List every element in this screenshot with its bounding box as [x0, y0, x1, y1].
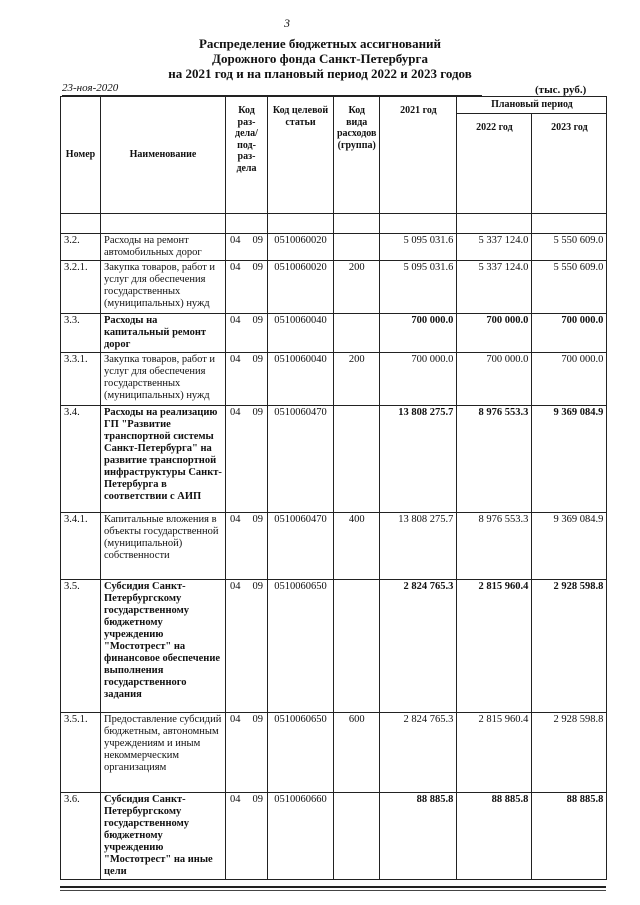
row-number: 3.3.	[61, 314, 101, 353]
row-number: 3.4.	[61, 406, 101, 513]
table-row	[61, 513, 607, 580]
row-subsection: 09	[252, 354, 263, 365]
row-amount-2023: 9 369 084.9	[532, 406, 607, 513]
row-number: 3.3.1.	[61, 353, 101, 406]
row-amount-2021: 88 885.8	[380, 793, 457, 880]
row-amount-2022: 5 337 124.0	[457, 261, 532, 314]
row-amount-2021: 2 824 765.3	[380, 580, 457, 713]
row-subsection: 09	[252, 407, 263, 418]
row-section-code	[226, 261, 268, 314]
table-row	[61, 406, 607, 513]
table-row	[61, 234, 607, 261]
budget-table	[60, 96, 607, 880]
row-expense-code: 200	[334, 353, 380, 406]
row-subsection: 09	[252, 262, 263, 273]
row-subsection: 09	[252, 235, 263, 246]
row-name: Расходы на ремонт автомобильных дорог	[101, 234, 226, 261]
row-name: Закупка товаров, работ и услуг для обеспечения государственных (муниципальных) нужд	[101, 261, 226, 314]
row-name: Закупка товаров, работ и услуг для обеспечения государственных (муниципальных) нужд	[101, 353, 226, 406]
row-amount-2022: 5 337 124.0	[457, 234, 532, 261]
row-number: 3.4.1.	[61, 513, 101, 580]
header-target-code: Код целевой статьи	[268, 97, 334, 214]
row-section: 04	[230, 514, 241, 525]
table-row	[61, 353, 607, 406]
row-subsection: 09	[252, 581, 263, 592]
row-section-code	[226, 580, 268, 713]
row-number: 3.6.	[61, 793, 101, 880]
row-amount-2023: 5 550 609.0	[532, 234, 607, 261]
row-name: Расходы на капитальный ремонт дорог	[101, 314, 226, 353]
row-name: Субсидия Санкт-Петербургскому государственному бюджетному учреждению "Мостотрест" на иные цели	[101, 793, 226, 880]
row-target-code: 0510060040	[268, 314, 334, 353]
page-number: 3	[284, 16, 290, 30]
row-amount-2023: 88 885.8	[532, 793, 607, 880]
row-expense-code	[334, 580, 380, 713]
row-section-code	[226, 713, 268, 793]
row-section-code	[226, 793, 268, 880]
row-subsection: 09	[252, 714, 263, 725]
row-name: Субсидия Санкт-Петербургскому государственному бюджетному учреждению "Мостотрест" на финансовое обеспечение выполнения государственного задания	[101, 580, 226, 713]
row-section: 04	[230, 262, 241, 273]
bottom-rule-thin	[60, 890, 606, 891]
row-amount-2023: 700 000.0	[532, 314, 607, 353]
row-amount-2022: 2 815 960.4	[457, 713, 532, 793]
bottom-rule	[60, 886, 606, 888]
row-target-code: 0510060020	[268, 234, 334, 261]
row-section: 04	[230, 581, 241, 592]
row-amount-2021: 700 000.0	[380, 353, 457, 406]
row-amount-2021: 13 808 275.7	[380, 406, 457, 513]
row-target-code: 0510060040	[268, 353, 334, 406]
row-section: 04	[230, 714, 241, 725]
row-section-code	[226, 513, 268, 580]
row-target-code: 0510060660	[268, 793, 334, 880]
row-section: 04	[230, 354, 241, 365]
title-line-3: на 2021 год и на плановый период 2022 и 2023 годов	[168, 66, 472, 81]
row-expense-code	[334, 234, 380, 261]
title-line-2: Дорожного фонда Санкт-Петербурга	[212, 51, 428, 66]
row-section: 04	[230, 794, 241, 805]
header-planned-period: Плановый период	[457, 97, 607, 114]
row-expense-code	[334, 314, 380, 353]
row-amount-2023: 5 550 609.0	[532, 261, 607, 314]
row-expense-code: 200	[334, 261, 380, 314]
row-amount-2022: 2 815 960.4	[457, 580, 532, 713]
row-section: 04	[230, 315, 241, 326]
row-expense-code: 400	[334, 513, 380, 580]
row-amount-2021: 700 000.0	[380, 314, 457, 353]
row-section-code	[226, 314, 268, 353]
row-number: 3.2.1.	[61, 261, 101, 314]
header-year-2022: 2022 год	[457, 114, 532, 214]
row-name: Капитальные вложения в объекты государственной (муниципальной) собственности	[101, 513, 226, 580]
header-expense-code: Код вида расходов (группа)	[334, 97, 380, 214]
row-target-code: 0510060650	[268, 713, 334, 793]
row-amount-2022: 8 976 553.3	[457, 406, 532, 513]
row-number: 3.5.1.	[61, 713, 101, 793]
row-amount-2022: 8 976 553.3	[457, 513, 532, 580]
header-year-2023: 2023 год	[532, 114, 607, 214]
row-amount-2022: 700 000.0	[457, 314, 532, 353]
row-target-code: 0510060470	[268, 513, 334, 580]
row-expense-code: 600	[334, 713, 380, 793]
row-amount-2023: 2 928 598.8	[532, 713, 607, 793]
row-number: 3.2.	[61, 234, 101, 261]
row-amount-2023: 700 000.0	[532, 353, 607, 406]
row-amount-2022: 88 885.8	[457, 793, 532, 880]
document-date: 23-ноя-2020	[62, 82, 119, 94]
row-section: 04	[230, 235, 241, 246]
row-subsection: 09	[252, 794, 263, 805]
header-section-code: Код раз-дела/ под-раз-дела	[226, 97, 268, 214]
table-row	[61, 580, 607, 713]
row-section-code	[226, 406, 268, 513]
row-target-code: 0510060020	[268, 261, 334, 314]
header-number: Номер	[61, 97, 101, 214]
row-amount-2021: 13 808 275.7	[380, 513, 457, 580]
title-line-1: Распределение бюджетных ассигнований	[198, 36, 442, 51]
header-year-2021: 2021 год	[380, 97, 457, 214]
row-amount-2021: 2 824 765.3	[380, 713, 457, 793]
row-number: 3.5.	[61, 580, 101, 713]
units-label: (тыс. руб.)	[535, 84, 587, 96]
row-expense-code	[334, 793, 380, 880]
row-amount-2022: 700 000.0	[457, 353, 532, 406]
row-section-code	[226, 353, 268, 406]
row-amount-2023: 2 928 598.8	[532, 580, 607, 713]
row-name: Предоставление субсидий бюджетным, автономным учреждениям и иным некоммерческим организациям	[101, 713, 226, 793]
table-row	[61, 793, 607, 880]
row-name: Расходы на реализацию ГП "Развитие транспортной системы Санкт-Петербурга" на развитие транспортной инфраструктуры Санкт-Петербурга в соответствии с АИП	[101, 406, 226, 513]
row-section: 04	[230, 407, 241, 418]
row-subsection: 09	[252, 315, 263, 326]
row-expense-code	[334, 406, 380, 513]
row-amount-2021: 5 095 031.6	[380, 261, 457, 314]
row-section-code	[226, 234, 268, 261]
row-amount-2023: 9 369 084.9	[532, 513, 607, 580]
row-target-code: 0510060650	[268, 580, 334, 713]
row-amount-2021: 5 095 031.6	[380, 234, 457, 261]
row-target-code: 0510060470	[268, 406, 334, 513]
table-row	[61, 261, 607, 314]
table-row	[61, 314, 607, 353]
header-name: Наименование	[101, 97, 226, 214]
document-title	[0, 36, 640, 81]
table-row	[61, 713, 607, 793]
row-subsection: 09	[252, 514, 263, 525]
